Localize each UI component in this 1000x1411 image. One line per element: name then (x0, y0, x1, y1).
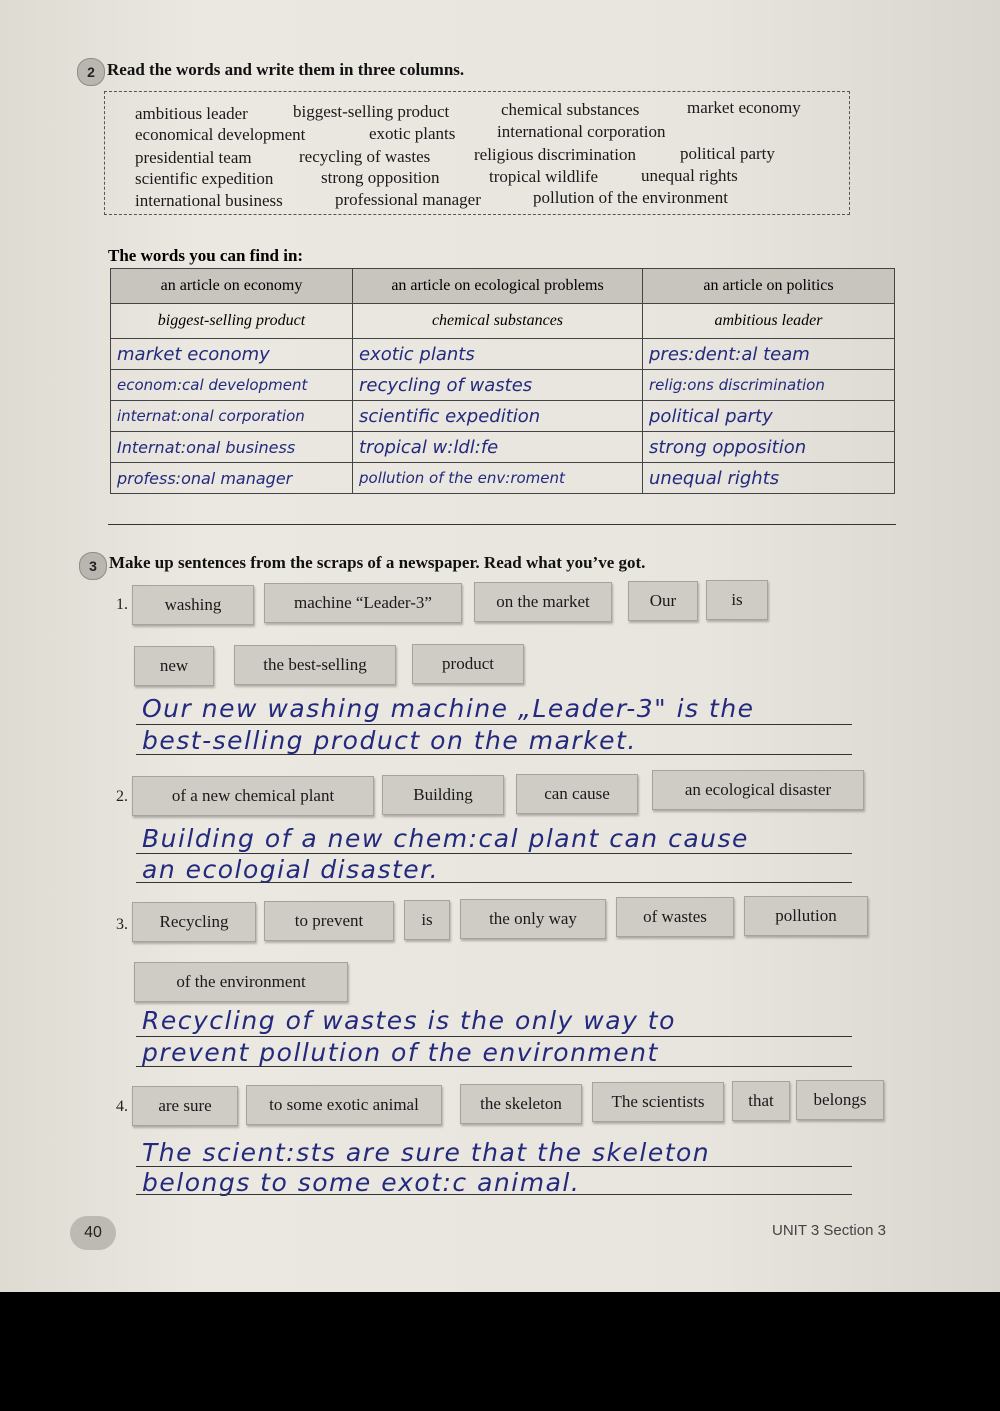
column-header: an article on politics (643, 269, 895, 304)
newspaper-scrap[interactable]: can cause (516, 774, 638, 814)
newspaper-scrap[interactable]: the only way (460, 899, 606, 939)
word-item: tropical wildlife (489, 167, 599, 186)
word-item: ambitious leader (135, 104, 248, 123)
item-number: 4. (116, 1098, 128, 1115)
writing-line (136, 1194, 852, 1195)
handwritten-cell[interactable]: exotic plants (353, 339, 643, 370)
writing-line (136, 1036, 852, 1037)
word-item: religious discrimination (474, 145, 636, 164)
newspaper-scrap[interactable]: are sure (132, 1086, 238, 1126)
word-item: strong opposition (321, 168, 440, 187)
writing-line (136, 754, 852, 755)
word-item: scientific expedition (135, 169, 274, 188)
handwritten-answer-line[interactable]: Building of a new chem:cal plant can cause (142, 824, 749, 853)
exercise-2-instruction: Read the words and write them in three columns. (107, 60, 465, 79)
word-item: biggest-selling product (293, 102, 450, 121)
handwritten-answer-line[interactable]: belongs to some exot:c animal. (142, 1168, 581, 1197)
handwritten-answer-line[interactable]: best-selling product on the market. (142, 726, 637, 755)
newspaper-scrap[interactable]: on the market (474, 582, 612, 622)
newspaper-scrap[interactable]: washing (132, 585, 254, 625)
writing-line (108, 524, 896, 525)
table-row (111, 339, 895, 370)
handwritten-cell[interactable]: strong opposition (643, 432, 895, 463)
word-item: market economy (687, 98, 801, 117)
handwritten-cell[interactable]: pollution of the env:roment (353, 463, 643, 494)
table-row (111, 370, 895, 401)
writing-line (136, 724, 852, 725)
handwritten-cell[interactable]: market economy (111, 339, 353, 370)
handwritten-cell[interactable]: internat:onal corporation (111, 401, 353, 432)
word-item: exotic plants (369, 124, 456, 143)
item-number: 2. (116, 788, 128, 805)
newspaper-scrap[interactable]: of wastes (616, 897, 734, 937)
handwritten-cell[interactable]: recycling of wastes (353, 370, 643, 401)
handwritten-cell[interactable]: profess:onal manager (111, 463, 353, 494)
word-box (104, 91, 850, 215)
column-header: an article on economy (111, 269, 353, 304)
handwritten-cell[interactable]: political party (643, 401, 895, 432)
exercise-2-number: 2 (77, 58, 105, 86)
writing-line (136, 1066, 852, 1067)
item-number: 3. (116, 916, 128, 933)
newspaper-scrap[interactable]: belongs (796, 1080, 884, 1120)
word-item: pollution of the environment (533, 188, 728, 207)
newspaper-scrap[interactable]: of a new chemical plant (132, 776, 374, 816)
newspaper-scrap[interactable]: to prevent (264, 901, 394, 941)
item-number: 1. (116, 596, 128, 613)
handwritten-answer-line[interactable]: prevent pollution of the environment (142, 1038, 659, 1067)
word-item: political party (680, 144, 775, 163)
word-item: unequal rights (641, 166, 738, 185)
word-item: international corporation (497, 122, 666, 141)
handwritten-cell[interactable]: econom:cal development (111, 370, 353, 401)
find-title: The words you can find in: (108, 246, 304, 265)
newspaper-scrap[interactable]: is (404, 900, 450, 940)
word-item: economical development (135, 125, 306, 144)
newspaper-scrap[interactable]: machine “Leader-3” (264, 583, 462, 623)
newspaper-scrap[interactable]: Recycling (132, 902, 256, 942)
newspaper-scrap[interactable]: pollution (744, 896, 868, 936)
page-number: 40 (70, 1216, 116, 1250)
newspaper-scrap[interactable]: that (732, 1081, 790, 1121)
newspaper-scrap[interactable]: new (134, 646, 214, 686)
writing-line (136, 882, 852, 883)
handwritten-cell[interactable]: Internat:onal business (111, 432, 353, 463)
handwritten-cell[interactable]: unequal rights (643, 463, 895, 494)
example-cell: biggest-selling product (111, 304, 353, 339)
newspaper-scrap[interactable]: to some exotic animal (246, 1085, 442, 1125)
column-header: an article on ecological problems (353, 269, 643, 304)
unit-section-label: UNIT 3 Section 3 (772, 1222, 886, 1239)
newspaper-scrap[interactable]: the skeleton (460, 1084, 582, 1124)
handwritten-answer-line[interactable]: an ecologial disaster. (142, 855, 440, 884)
handwritten-answer-line[interactable]: Recycling of wastes is the only way to (142, 1006, 676, 1035)
handwritten-answer-line[interactable]: Our new washing machine „Leader-3" is the (142, 694, 755, 723)
newspaper-scrap[interactable]: is (706, 580, 768, 620)
writing-line (136, 853, 852, 854)
word-item: international business (135, 191, 283, 210)
newspaper-scrap[interactable]: Our (628, 581, 698, 621)
handwritten-cell[interactable]: pres:dent:al team (643, 339, 895, 370)
table-header-row (111, 269, 895, 304)
word-item: presidential team (135, 148, 252, 167)
handwritten-cell[interactable]: relig:ons discrimination (643, 370, 895, 401)
writing-line (136, 1166, 852, 1167)
handwritten-cell[interactable]: scientific expedition (353, 401, 643, 432)
three-columns-table (110, 268, 895, 494)
table-row (111, 401, 895, 432)
newspaper-scrap[interactable]: product (412, 644, 524, 684)
newspaper-scrap[interactable]: of the environment (134, 962, 348, 1002)
word-item: recycling of wastes (299, 147, 431, 166)
word-item: chemical substances (501, 100, 640, 119)
word-item: professional manager (335, 190, 481, 209)
example-cell: ambitious leader (643, 304, 895, 339)
example-row (111, 304, 895, 339)
exercise-3-number: 3 (79, 552, 107, 580)
newspaper-scrap[interactable]: the best-selling (234, 645, 396, 685)
exercise-3-instruction: Make up sentences from the scraps of a newspaper. Read what you’ve got. (109, 553, 646, 572)
example-cell: chemical substances (353, 304, 643, 339)
table-row (111, 463, 895, 494)
newspaper-scrap[interactable]: The scientists (592, 1082, 724, 1122)
newspaper-scrap[interactable]: Building (382, 775, 504, 815)
table-row (111, 432, 895, 463)
newspaper-scrap[interactable]: an ecological disaster (652, 770, 864, 810)
handwritten-answer-line[interactable]: The scient:sts are sure that the skeleton (142, 1138, 711, 1167)
handwritten-cell[interactable]: tropical w:ldl:fe (353, 432, 643, 463)
